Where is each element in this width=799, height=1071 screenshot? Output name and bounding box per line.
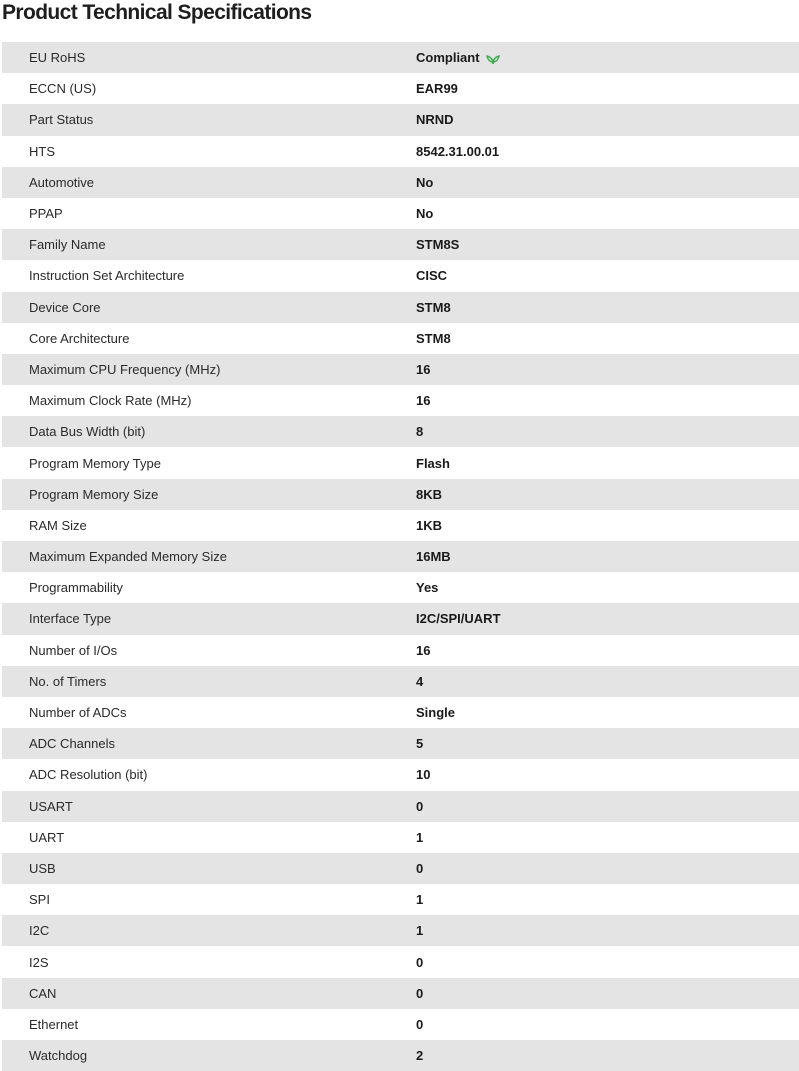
spec-row (2, 541, 799, 572)
spec-label: Number of I/Os (2, 635, 416, 666)
spec-value: 0 (416, 1016, 424, 1032)
spec-row (2, 697, 799, 728)
spec-value-cell (416, 260, 799, 291)
spec-value-cell (416, 884, 799, 915)
spec-value: 1KB (416, 517, 443, 533)
spec-label: Device Core (2, 292, 416, 323)
spec-row (2, 635, 799, 666)
spec-row (2, 822, 799, 853)
spec-label: ADC Resolution (bit) (2, 759, 416, 790)
spec-value-cell (416, 915, 799, 946)
spec-row (2, 572, 799, 603)
spec-value: I2C/SPI/UART (416, 611, 501, 627)
spec-value-cell (416, 323, 799, 354)
spec-label: Interface Type (2, 603, 416, 634)
spec-label: Family Name (2, 229, 416, 260)
spec-label: RAM Size (2, 510, 416, 541)
spec-value-cell (416, 1009, 799, 1040)
spec-value: STM8 (416, 299, 451, 315)
spec-table-body (2, 42, 799, 1071)
spec-row (2, 853, 799, 884)
spec-label: USB (2, 853, 416, 884)
spec-value: 1 (416, 892, 424, 908)
page-title: Product Technical Specifications (2, 1, 312, 24)
spec-label: SPI (2, 884, 416, 915)
spec-value: 1 (416, 923, 424, 939)
spec-value: Yes (416, 580, 439, 596)
spec-label: ECCN (US) (2, 73, 416, 104)
spec-value: 2 (416, 1048, 424, 1064)
spec-label: No. of Timers (2, 666, 416, 697)
spec-value-cell (416, 853, 799, 884)
spec-label: HTS (2, 136, 416, 167)
spec-value-cell (416, 541, 799, 572)
spec-label: CAN (2, 978, 416, 1009)
spec-value: 5 (416, 736, 424, 752)
spec-value-cell (416, 354, 799, 385)
spec-value-cell (416, 167, 799, 198)
spec-row (2, 416, 799, 447)
spec-value: 8KB (416, 486, 443, 502)
spec-value: 8542.31.00.01 (416, 143, 500, 159)
leaf-icon (486, 53, 500, 65)
spec-row (2, 260, 799, 291)
spec-label: I2S (2, 946, 416, 977)
spec-label: Ethernet (2, 1009, 416, 1040)
spec-value: 0 (416, 860, 424, 876)
spec-value-cell (416, 510, 799, 541)
spec-value-cell (416, 198, 799, 229)
spec-value-cell (416, 572, 799, 603)
spec-value-cell (416, 447, 799, 478)
spec-value-cell (416, 697, 799, 728)
spec-label: I2C (2, 915, 416, 946)
spec-value-cell (416, 978, 799, 1009)
spec-value-cell (416, 292, 799, 323)
spec-row (2, 1040, 799, 1071)
spec-value: 16MB (416, 549, 451, 565)
spec-value-cell (416, 136, 799, 167)
spec-value-cell (416, 759, 799, 790)
spec-row (2, 385, 799, 416)
spec-label: Programmability (2, 572, 416, 603)
spec-value-cell (416, 229, 799, 260)
spec-row (2, 354, 799, 385)
spec-value: No (416, 206, 434, 222)
spec-row (2, 229, 799, 260)
spec-row (2, 323, 799, 354)
spec-value: Flash (416, 455, 450, 471)
spec-label: ADC Channels (2, 728, 416, 759)
spec-row (2, 915, 799, 946)
spec-value: 1 (416, 829, 424, 845)
spec-row (2, 1009, 799, 1040)
spec-label: EU RoHS (2, 42, 416, 73)
spec-value-cell (416, 73, 799, 104)
spec-value: NRND (416, 112, 454, 128)
spec-row (2, 167, 799, 198)
spec-value: 0 (416, 954, 424, 970)
spec-value-cell (416, 104, 799, 135)
spec-label: Watchdog (2, 1040, 416, 1071)
spec-label: USART (2, 791, 416, 822)
spec-row (2, 978, 799, 1009)
spec-value: 8 (416, 424, 424, 440)
spec-row (2, 198, 799, 229)
spec-value-cell (416, 635, 799, 666)
spec-row (2, 104, 799, 135)
spec-row (2, 136, 799, 167)
spec-value: 0 (416, 798, 424, 814)
spec-value: 10 (416, 767, 431, 783)
spec-label: Number of ADCs (2, 697, 416, 728)
spec-value: 0 (416, 985, 424, 1001)
spec-value-cell (416, 42, 799, 73)
spec-value: Single (416, 705, 456, 721)
spec-label: Program Memory Size (2, 479, 416, 510)
spec-value-cell (416, 822, 799, 853)
spec-value: EAR99 (416, 81, 458, 97)
spec-row (2, 884, 799, 915)
spec-row (2, 603, 799, 634)
spec-row (2, 791, 799, 822)
spec-value: 4 (416, 673, 424, 689)
spec-label: Data Bus Width (bit) (2, 416, 416, 447)
spec-value-cell (416, 946, 799, 977)
spec-value: Compliant (416, 50, 480, 66)
spec-row (2, 73, 799, 104)
spec-label: Maximum Clock Rate (MHz) (2, 385, 416, 416)
spec-value: STM8 (416, 330, 451, 346)
spec-label: Program Memory Type (2, 447, 416, 478)
spec-value: No (416, 174, 434, 190)
spec-row (2, 42, 799, 73)
spec-row (2, 946, 799, 977)
spec-value-cell (416, 728, 799, 759)
spec-label: Automotive (2, 167, 416, 198)
spec-row (2, 510, 799, 541)
spec-table (2, 42, 799, 1071)
spec-label: PPAP (2, 198, 416, 229)
spec-row (2, 479, 799, 510)
spec-value: 16 (416, 361, 431, 377)
spec-value-cell (416, 791, 799, 822)
spec-label: Instruction Set Architecture (2, 260, 416, 291)
spec-value: STM8S (416, 237, 460, 253)
spec-label: UART (2, 822, 416, 853)
spec-value-cell (416, 385, 799, 416)
spec-value-cell (416, 479, 799, 510)
spec-value: CISC (416, 268, 448, 284)
spec-value-cell (416, 1040, 799, 1071)
spec-label: Maximum CPU Frequency (MHz) (2, 354, 416, 385)
spec-value-cell (416, 666, 799, 697)
spec-label: Core Architecture (2, 323, 416, 354)
spec-row (2, 728, 799, 759)
spec-row (2, 292, 799, 323)
spec-value-cell (416, 416, 799, 447)
spec-value: 16 (416, 642, 431, 658)
spec-label: Part Status (2, 104, 416, 135)
spec-value-cell (416, 603, 799, 634)
spec-row (2, 666, 799, 697)
spec-label: Maximum Expanded Memory Size (2, 541, 416, 572)
spec-row (2, 447, 799, 478)
spec-row (2, 759, 799, 790)
spec-value: 16 (416, 393, 431, 409)
